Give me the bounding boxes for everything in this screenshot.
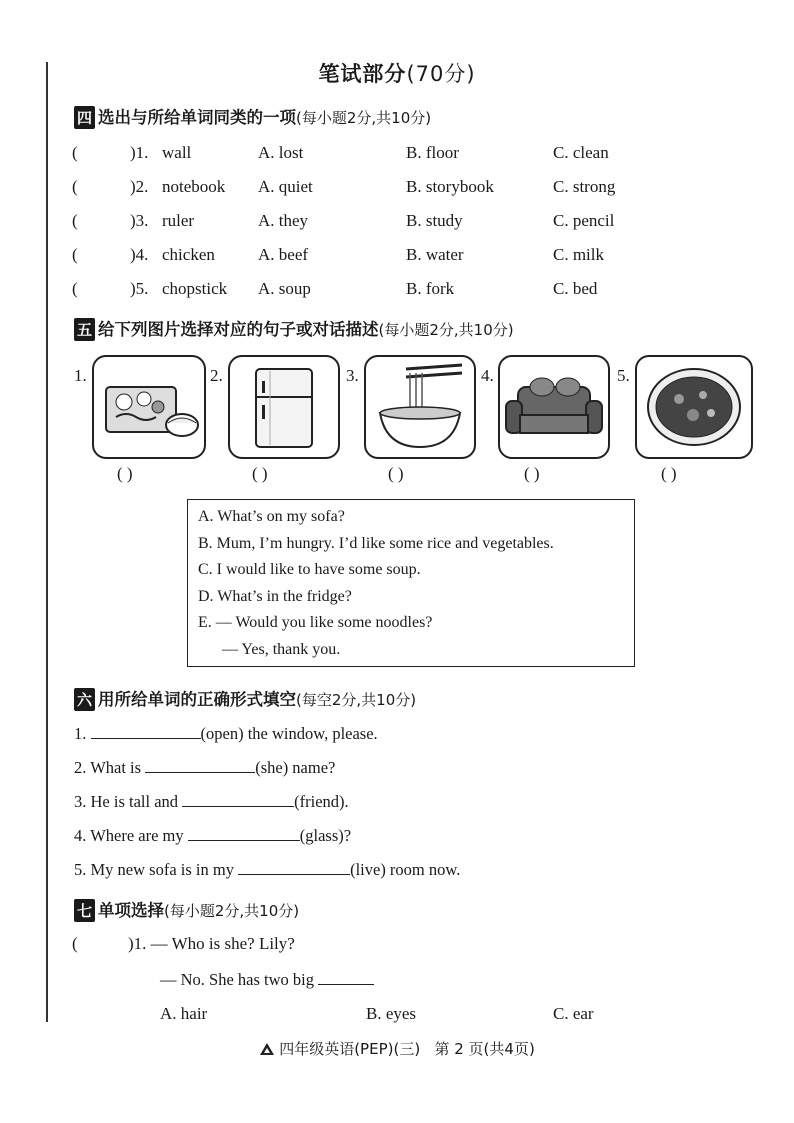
option-line: — Yes, thank you. xyxy=(198,641,341,658)
fill-item: 2. What is (she) name? xyxy=(74,758,336,777)
fridge-icon xyxy=(230,357,338,457)
picture-number: 1. xyxy=(74,366,87,385)
option-line: C. I would like to have some soup. xyxy=(198,561,421,578)
option-a: A. they xyxy=(258,211,309,230)
option-a: A. quiet xyxy=(258,177,313,196)
option-a: A. lost xyxy=(258,143,304,162)
option-a: A. soup xyxy=(258,279,311,298)
option-b: B. study xyxy=(406,211,463,230)
answer-paren[interactable]: ( ) xyxy=(661,464,677,483)
option-b: B. fork xyxy=(406,279,455,298)
answer-paren[interactable]: ( ) xyxy=(117,464,133,483)
option-line: B. Mum, I’m hungry. I’d like some rice and vegetables. xyxy=(198,535,554,552)
section-4-heading: 四 选出与所给单词同类的一项(每小题2分,共10分) xyxy=(74,104,431,129)
answer-paren[interactable]: ( ) xyxy=(252,464,268,483)
picture-5 xyxy=(635,355,753,459)
blank-input[interactable] xyxy=(238,860,350,875)
options-box xyxy=(187,499,635,667)
question-line: — No. She has two big xyxy=(160,970,374,990)
picture-number: 3. xyxy=(346,366,359,385)
answer-paren[interactable]: ( ) xyxy=(524,464,540,483)
soup-bowl-icon xyxy=(637,357,751,457)
noodles-bowl-icon xyxy=(366,357,474,457)
option-a: A. hair xyxy=(160,1004,208,1023)
option-line: E. — Would you like some noodles? xyxy=(198,614,433,631)
option-c: C. bed xyxy=(553,279,598,298)
blank-input[interactable] xyxy=(182,792,294,807)
picture-4 xyxy=(498,355,610,459)
blank-input[interactable] xyxy=(145,758,255,773)
option-c: C. ear xyxy=(553,1004,594,1023)
option-c: C. clean xyxy=(553,143,609,162)
option-b: B. storybook xyxy=(406,177,494,196)
fill-item: 1. (open) the window, please. xyxy=(74,724,378,743)
page-title: 笔试部分(70分) xyxy=(318,62,476,86)
page-footer: 四年级英语(PEP)(三) 第 2 页(共4页) xyxy=(0,1038,794,1059)
option-line: A. What’s on my sofa? xyxy=(198,508,345,525)
section-6-heading: 六 用所给单词的正确形式填空(每空2分,共10分) xyxy=(74,686,416,711)
fill-item: 3. He is tall and (friend). xyxy=(74,792,349,811)
option-b: B. eyes xyxy=(366,1004,417,1023)
blank-input[interactable] xyxy=(188,826,300,841)
section-7-heading: 七 单项选择(每小题2分,共10分) xyxy=(74,897,299,922)
meal-plate-icon xyxy=(94,357,204,457)
picture-number: 5. xyxy=(617,366,630,385)
option-c: C. milk xyxy=(553,245,605,264)
picture-number: 4. xyxy=(481,366,494,385)
publisher-logo-icon xyxy=(259,1042,275,1056)
picture-2 xyxy=(228,355,340,459)
option-c: C. strong xyxy=(553,177,616,196)
option-c: C. pencil xyxy=(553,211,615,230)
option-b: B. water xyxy=(406,245,464,264)
sofa-icon xyxy=(500,357,608,457)
option-b: B. floor xyxy=(406,143,459,162)
binding-margin-line xyxy=(46,62,48,1022)
picture-number: 2. xyxy=(210,366,223,385)
fill-item: 4. Where are my (glass)? xyxy=(74,826,352,845)
option-a: A. beef xyxy=(258,245,309,264)
blank-input[interactable] xyxy=(318,970,374,985)
blank-input[interactable] xyxy=(91,724,201,739)
section-5-heading: 五 给下列图片选择对应的句子或对话描述(每小题2分,共10分) xyxy=(74,316,514,341)
fill-item: 5. My new sofa is in my (live) room now. xyxy=(74,860,461,879)
picture-3 xyxy=(364,355,476,459)
option-line: D. What’s in the fridge? xyxy=(198,588,352,605)
picture-1 xyxy=(92,355,206,459)
answer-paren[interactable]: ( ) xyxy=(388,464,404,483)
